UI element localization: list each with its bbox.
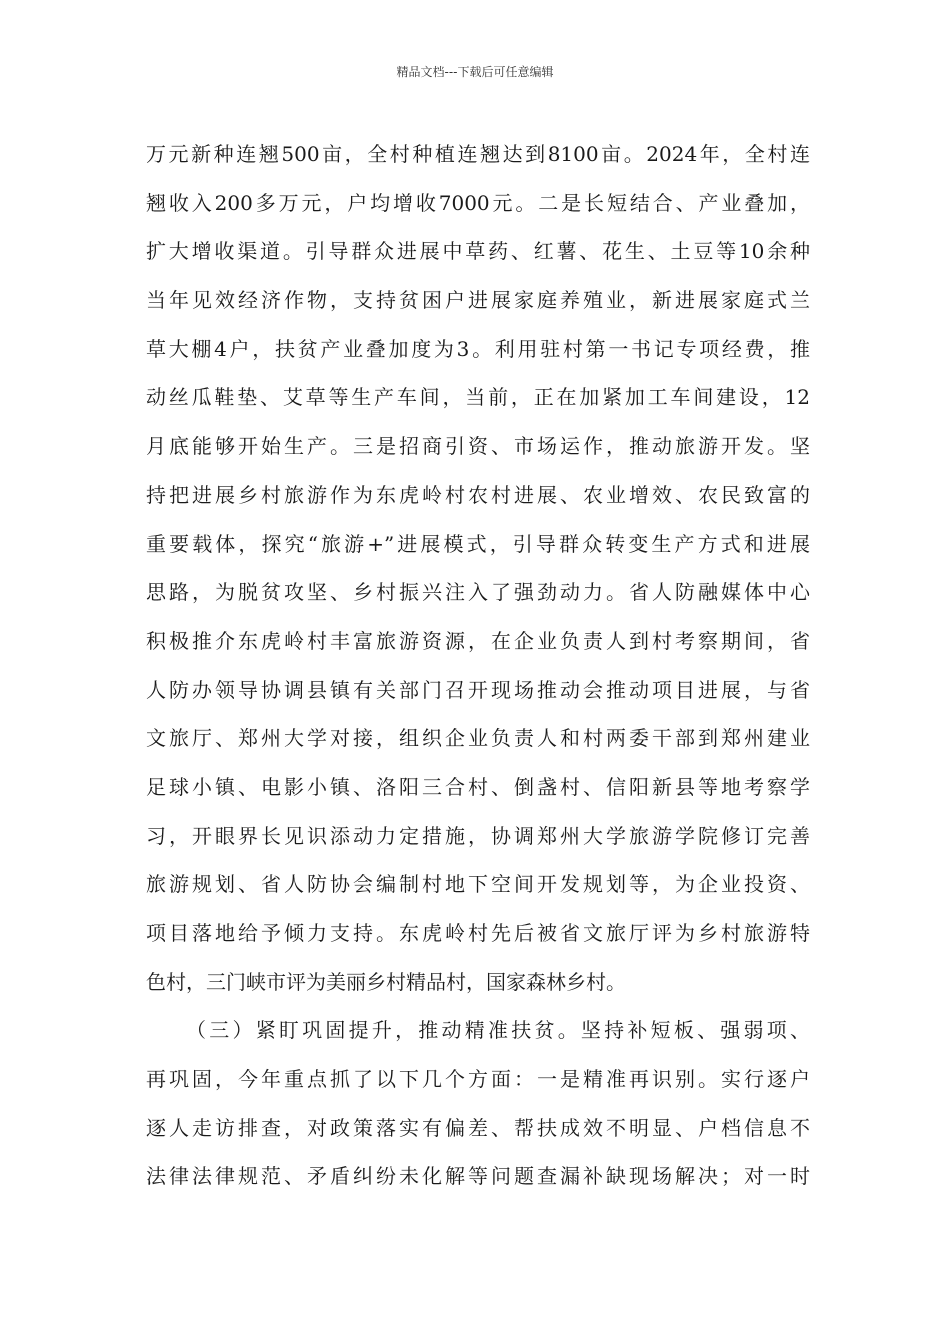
page-header: 精品文档---下载后可任意编辑 <box>396 65 554 79</box>
text-line: 项目落地给予倾力支持。东虎岭村先后被省文旅厅评为乡村旅游特 <box>146 921 810 945</box>
text-line: 思路，为脱贫攻坚、乡村振兴注入了强劲动力。省人防融媒体中心 <box>146 580 810 605</box>
text-line: 逐人走访排查，对政策落实有偏差、帮扶成效不明显、户档信息不 <box>146 1115 810 1140</box>
text-line: 动丝瓜鞋垫、艾草等生产车间，当前，正在加紧加工车间建设，12 <box>146 385 810 410</box>
text-line: 足球小镇、电影小镇、洛阳三合村、倒盏村、信阳新县等地考察学 <box>146 774 810 799</box>
text-line: 积极推介东虎岭村丰富旅游资源，在企业负责人到村考察期间，省 <box>146 628 810 653</box>
text-line: 万元新种连翘500亩，全村种植连翘达到8100亩。2024年，全村连 <box>146 142 810 166</box>
text-line: 文旅厅、郑州大学对接，组织企业负责人和村两委干部到郑州建业 <box>146 726 810 751</box>
text-line: 持把进展乡村旅游作为东虎岭村农村进展、农业增效、农民致富的 <box>146 482 810 507</box>
text-line: 习，开眼界长见识添动力定措施，协调郑州大学旅游学院修订完善 <box>146 823 810 848</box>
text-line: 重要载体，探究“旅游+”进展模式，引导群众转变生产方式和进展 <box>146 531 810 556</box>
text-line: 色村，三门峡市评为美丽乡村精品村，国家森林乡村。 <box>146 969 626 994</box>
document-body <box>146 130 810 1201</box>
text-line: 旅游规划、省人防协会编制村地下空间开发规划等，为企业投资、 <box>146 872 810 897</box>
text-line: 扩大增收渠道。引导群众进展中草药、红薯、花生、土豆等10余种 <box>146 239 810 264</box>
text-line: 法律法律规范、矛盾纠纷未化解等问题查漏补缺现场解决；对一时 <box>146 1164 810 1189</box>
text-line: 翘收入200多万元，户均增收7000元。二是长短结合、产业叠加， <box>146 190 810 215</box>
text-line: （三）紧盯巩固提升，推动精准扶贫。坚持补短板、强弱项、 <box>186 1018 810 1043</box>
text-line: 草大棚4户，扶贫产业叠加度为3。利用驻村第一书记专项经费，推 <box>146 336 810 361</box>
text-line: 月底能够开始生产。三是招商引资、市场运作，推动旅游开发。坚 <box>146 434 810 459</box>
paragraph-1 <box>146 130 810 1006</box>
text-line: 再巩固，今年重点抓了以下几个方面：一是精准再识别。实行逐户 <box>146 1067 810 1092</box>
text-line: 人防办领导协调县镇有关部门召开现场推动会推动项目进展，与省 <box>146 677 810 702</box>
paragraph-2 <box>146 1006 810 1201</box>
text-line: 当年见效经济作物，支持贫困户进展家庭养殖业，新进展家庭式兰 <box>146 288 810 313</box>
